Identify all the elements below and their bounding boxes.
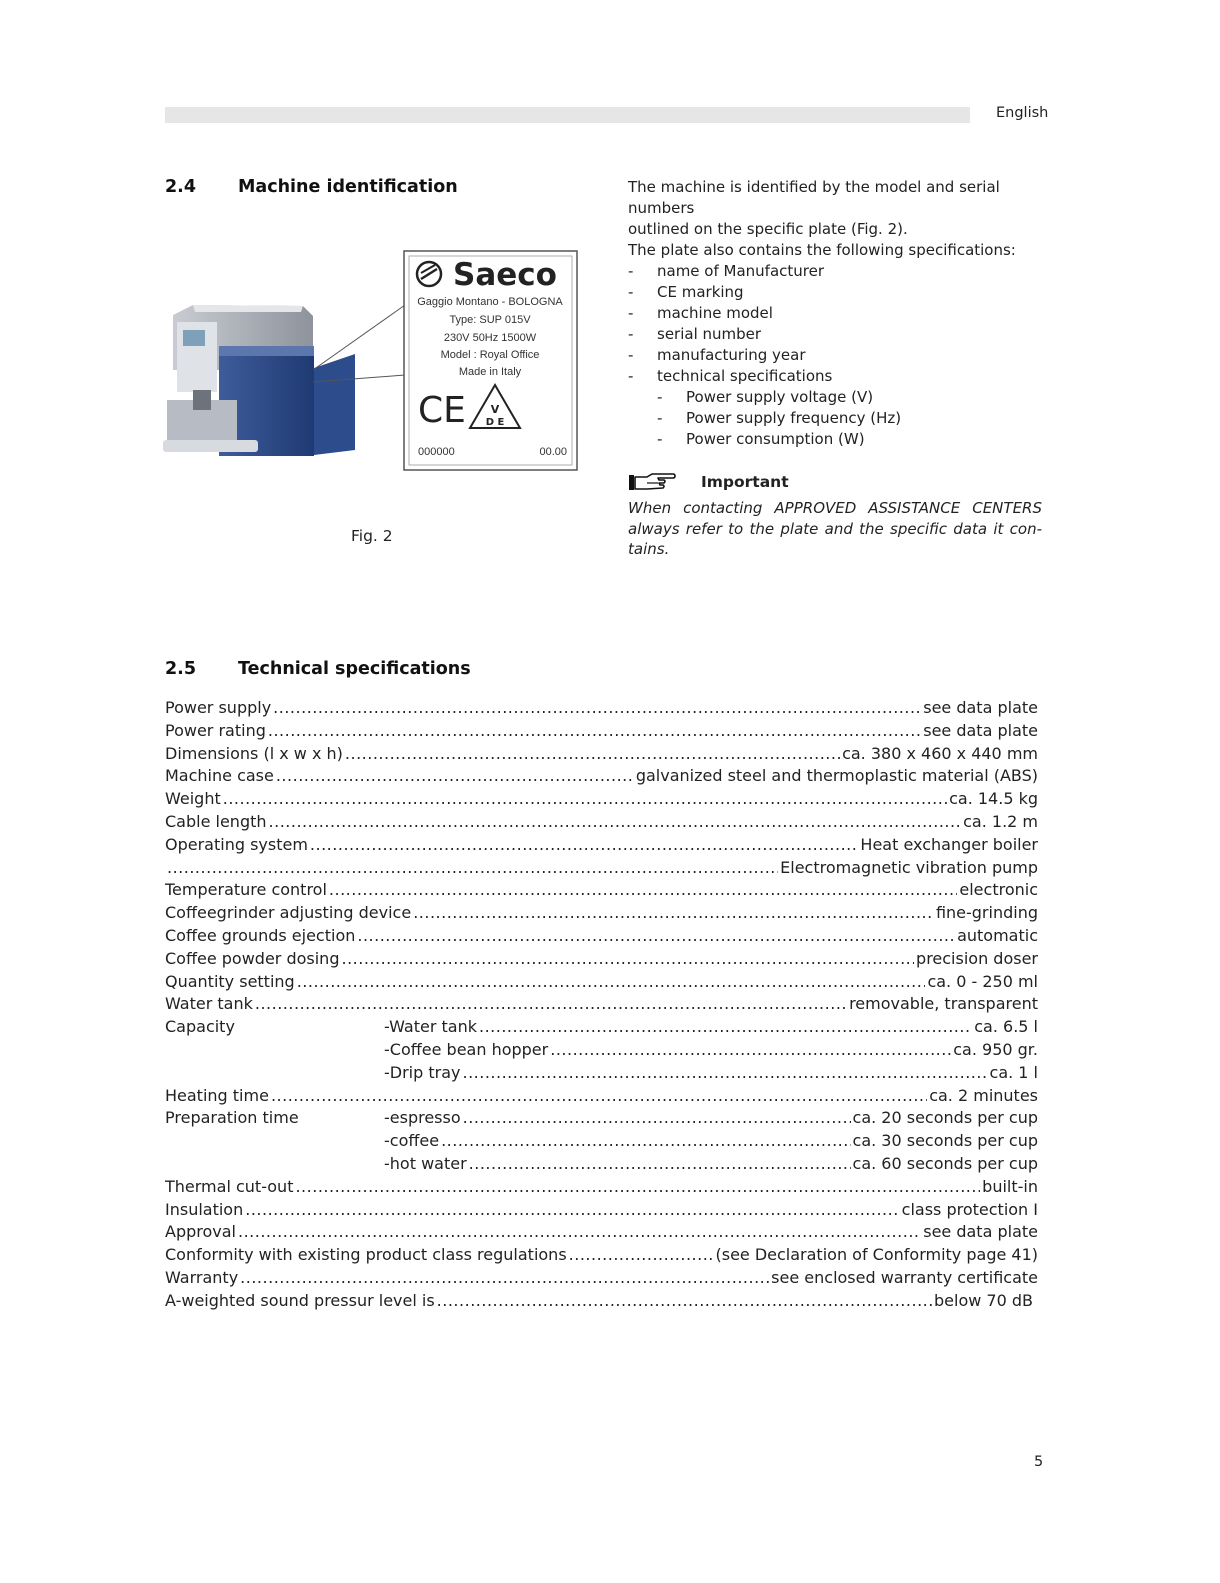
- spec-label: Approval: [165, 1222, 236, 1242]
- dot-leader: [463, 1108, 851, 1127]
- dot-leader: [167, 858, 778, 877]
- dot-leader: [357, 926, 955, 945]
- svg-text:V: V: [490, 403, 500, 416]
- dot-leader: [329, 880, 957, 899]
- spec-row: [165, 1177, 1038, 1200]
- plate-code: 00.00: [539, 446, 567, 458]
- spec-row: [165, 744, 1038, 767]
- spec-row: [165, 766, 1038, 789]
- plate-line-1: Gaggio Montano - BOLOGNA: [417, 296, 563, 308]
- list-item: - CE marking: [628, 283, 744, 301]
- spec-row: [165, 1040, 1038, 1063]
- spec-row: [165, 1291, 1038, 1314]
- spec-row: [165, 812, 1038, 835]
- spec-label: Preparation time: [165, 1108, 299, 1128]
- spec-label: Heating time: [165, 1085, 269, 1105]
- spec-label: Coffee grounds ejection: [165, 925, 356, 945]
- spec-sub-label: -Drip tray: [384, 1062, 461, 1082]
- dot-leader: [569, 1245, 714, 1264]
- spec-value: class protection I: [901, 1199, 1038, 1219]
- spec-label: Coffee powder dosing: [165, 948, 340, 968]
- sub-list-item: - Power supply frequency (Hz): [657, 409, 902, 427]
- spec-row: [165, 972, 1038, 995]
- header-bar: [165, 107, 970, 123]
- dot-leader: [268, 721, 921, 740]
- spec-value: galvanized steel and thermoplastic material (ABS): [635, 766, 1038, 786]
- section-2-4-title: Machine identification: [238, 177, 458, 197]
- spec-row: [165, 1245, 1038, 1268]
- spec-value: ca. 0 - 250 ml: [927, 971, 1038, 991]
- spec-label: Operating system: [165, 834, 308, 854]
- spec-value: see data plate: [923, 698, 1038, 717]
- spec-value: built-in: [982, 1176, 1038, 1196]
- spec-value: removable, transparent: [849, 994, 1038, 1014]
- spec-label: Power rating: [165, 720, 266, 740]
- intro-line: The plate also contains the following specifications:: [628, 241, 1016, 259]
- spec-row: [165, 1200, 1038, 1223]
- pointing-hand-icon: [628, 472, 676, 492]
- spec-label: Insulation: [165, 1199, 244, 1219]
- spec-value: ca. 30 seconds per cup: [852, 1131, 1038, 1151]
- spec-value: see data plate: [923, 1222, 1038, 1242]
- plate-serial: 000000: [418, 446, 455, 458]
- list-item: - technical specifications: [628, 367, 833, 385]
- important-note: [628, 471, 1042, 560]
- dot-leader: [238, 1222, 921, 1241]
- dot-leader: [276, 766, 634, 785]
- dot-leader: [345, 744, 840, 763]
- dot-leader: [269, 812, 962, 831]
- spec-value: electronic: [959, 880, 1038, 900]
- plate-specification-list: [628, 261, 1048, 450]
- sub-list-item: - Power consumption (W): [657, 430, 865, 448]
- spec-label: Water tank: [165, 994, 253, 1014]
- important-title: Important: [701, 473, 789, 491]
- spec-sub-label: -coffee: [384, 1131, 440, 1151]
- spec-label: Machine case: [165, 766, 274, 786]
- dot-leader: [469, 1154, 851, 1173]
- list-item: - serial number: [628, 325, 762, 343]
- dot-leader: [273, 698, 921, 717]
- spec-sub-label: -Water tank: [384, 1017, 477, 1037]
- spec-row: [165, 903, 1038, 926]
- dot-leader: [462, 1063, 987, 1082]
- intro-line: outlined on the specific plate (Fig. 2).: [628, 220, 908, 238]
- machine-illustration: [163, 250, 583, 475]
- spec-value: ca. 1 l: [989, 1062, 1038, 1082]
- dot-leader: [310, 835, 858, 854]
- dot-leader: [550, 1040, 951, 1059]
- list-item: - machine model: [628, 304, 773, 322]
- spec-row: [165, 1268, 1038, 1291]
- dot-leader: [271, 1086, 927, 1105]
- dot-leader: [413, 903, 934, 922]
- spec-row: [165, 1131, 1038, 1154]
- spec-label: Thermal cut-out: [165, 1176, 294, 1196]
- spec-label: Capacity: [165, 1017, 235, 1037]
- identification-intro: [628, 177, 1048, 261]
- dot-leader: [437, 1291, 932, 1310]
- dot-leader: [341, 949, 914, 968]
- dot-leader: [240, 1268, 769, 1287]
- plate-line-2: Type: SUP 015V: [449, 314, 531, 326]
- spec-sub-label: -hot water: [384, 1153, 467, 1173]
- dot-leader: [245, 1200, 899, 1219]
- spec-row: [165, 1222, 1038, 1245]
- dot-leader: [479, 1017, 972, 1036]
- sub-list-item: - Power supply voltage (V): [657, 388, 874, 406]
- ce-mark-icon: CE: [418, 390, 466, 431]
- dot-leader: [441, 1131, 850, 1150]
- spec-row: [165, 698, 1038, 721]
- spec-value: Electromagnetic vibration pump: [780, 857, 1038, 877]
- spec-value: precision doser: [916, 948, 1038, 968]
- spec-row: [165, 1063, 1038, 1086]
- spec-row: [165, 1108, 1038, 1131]
- spec-label: Weight: [165, 789, 221, 809]
- plate-line-5: Made in Italy: [458, 366, 522, 378]
- spec-value: (see Declaration of Conformity page 41): [715, 1245, 1038, 1265]
- svg-text:D E: D E: [485, 417, 505, 428]
- spec-value: ca. 2 minutes: [929, 1085, 1038, 1105]
- spec-value: ca. 14.5 kg: [949, 789, 1038, 809]
- spec-value: see enclosed warranty certificate: [771, 1267, 1038, 1287]
- spec-label: Coffeegrinder adjusting device: [165, 903, 412, 923]
- spec-row: [165, 926, 1038, 949]
- dot-leader: [255, 994, 847, 1013]
- spec-row: [165, 858, 1038, 881]
- spec-value: ca. 20 seconds per cup: [852, 1108, 1038, 1128]
- spec-value: Heat exchanger boiler: [860, 834, 1038, 854]
- spec-label: Power supply: [165, 698, 272, 717]
- spec-row: [165, 1017, 1038, 1040]
- spec-value: ca. 6.5 l: [974, 1017, 1038, 1037]
- svg-text:Saeco: Saeco: [453, 257, 557, 293]
- important-text: When contacting APPROVED ASSISTANCE CENTERS always refer to the plate and the specific data it con-tains.: [628, 499, 1042, 558]
- figure-caption: Fig. 2: [351, 527, 393, 545]
- intro-line: The machine is identified by the model and serial numbers: [628, 178, 1000, 217]
- spec-row: [165, 949, 1038, 972]
- spec-value: below 70 dB: [934, 1290, 1033, 1310]
- dot-leader: [297, 972, 926, 991]
- list-item: - name of Manufacturer: [628, 262, 825, 280]
- spec-row: [165, 994, 1038, 1017]
- spec-sub-label: -espresso: [384, 1108, 461, 1128]
- spec-label: Conformity with existing product class regulations: [165, 1245, 567, 1265]
- list-item: - manufacturing year: [628, 346, 806, 364]
- section-2-4-number: 2.4: [165, 177, 197, 197]
- spec-label: Temperature control: [165, 880, 327, 900]
- machine-identification-figure: [163, 250, 583, 475]
- spec-row: [165, 1086, 1038, 1109]
- spec-value: see data plate: [923, 720, 1038, 740]
- section-2-5-title: Technical specifications: [238, 659, 471, 679]
- spec-row: [165, 1154, 1038, 1177]
- dot-leader: [223, 789, 947, 808]
- spec-value: automatic: [957, 925, 1038, 945]
- section-2-5-number: 2.5: [165, 659, 197, 679]
- spec-label: Dimensions (l x w x h): [165, 743, 343, 763]
- page-number: 5: [1034, 1454, 1044, 1470]
- spec-label: Warranty: [165, 1267, 239, 1287]
- spec-label: Cable length: [165, 811, 267, 831]
- plate-line-3: 230V 50Hz 1500W: [443, 332, 537, 344]
- spec-value: ca. 60 seconds per cup: [852, 1153, 1038, 1173]
- spec-row: [165, 835, 1038, 858]
- spec-row: [165, 721, 1038, 744]
- spec-label: A-weighted sound pressur level is: [165, 1290, 435, 1310]
- spec-value: fine-grinding: [935, 903, 1038, 923]
- dot-leader: [295, 1177, 980, 1196]
- plate-line-4: Model : Royal Office: [440, 349, 540, 361]
- header-language: English: [996, 105, 1049, 121]
- spec-row: [165, 789, 1038, 812]
- spec-value: ca. 950 gr.: [953, 1039, 1038, 1059]
- spec-value: ca. 380 x 460 x 440 mm: [842, 743, 1038, 763]
- spec-row: [165, 880, 1038, 903]
- spec-value: ca. 1.2 m: [963, 811, 1038, 831]
- spec-label: Quantity setting: [165, 971, 295, 991]
- spec-sub-label: -Coffee bean hopper: [384, 1039, 549, 1059]
- technical-specifications-table: [165, 698, 1038, 1314]
